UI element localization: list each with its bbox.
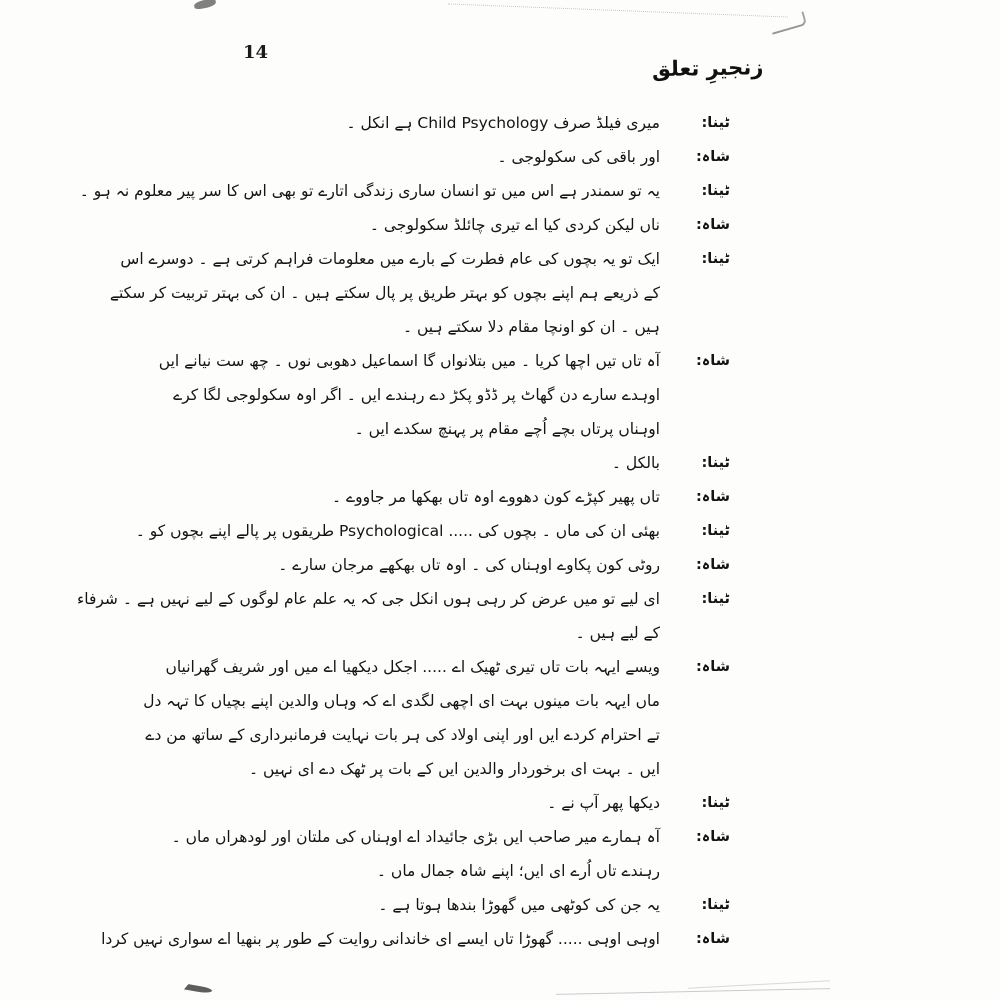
dialogue-line [190,106,730,140]
dialogue-line [190,548,730,582]
speaker-label: شاہ: [696,659,730,675]
speaker-label: ٹینا: [701,251,730,267]
line-text: ناں لیکن کردی کیا اے تیری چائلڈ سکولوجی ۔ [369,216,660,234]
line-text: ہیں ۔ ان کو اونچا مقام دلا سکتے ہیں ۔ [402,318,660,336]
speaker-label: ٹینا: [701,591,730,607]
line-text: ایک تو یہ بچوں کی عام فطرت کے بارے میں معلومات فراہم کرتی ہے ۔ دوسرے اس [120,250,660,268]
scan-artifact-bottom-line [556,988,830,995]
speaker-label: شاہ: [696,353,730,369]
speaker-label: ٹینا: [701,115,730,131]
dialogue-line [171,820,730,854]
line-text: روٹی کون پکاوے اوہناں کی ۔ اوہ تاں بھکھے مرجان سارے ۔ [278,556,660,574]
dialogue-line [165,650,730,684]
dialogue-line [190,480,730,514]
line-text: بالکل ۔ [611,454,660,472]
line-text: اوہناں پرتاں بچے اُچے مقام پر پہنچ سکدے ایں ۔ [354,420,660,438]
line-text: یہ تو سمندر ہے اس میں تو انسان ساری زندگی اتارے تو بھی اس کا سر پیر معلوم نہ ہو ۔ [79,182,660,200]
dialogue-line [190,752,730,786]
dialogue-line [101,922,730,956]
speaker-label: ٹینا: [701,455,730,471]
speaker-label: شاہ: [696,931,730,947]
line-text: آہ تاں تیں اچھا کریا ۔ میں بتلانواں گا اسماعیل دھوبی نوں ۔ چھ ست نیانے ایں [158,352,660,370]
speaker-label: ٹینا: [701,795,730,811]
dialogue-line [190,616,730,650]
scan-artifact-bottom-left [184,984,214,994]
speaker-label: شاہ: [696,557,730,573]
dialogue-line [173,378,730,412]
dialogue-line [190,208,730,242]
dialogue-line [135,514,730,548]
dialogue-block [76,106,730,956]
dialogue-line [109,276,730,310]
speaker-label: ٹینا: [701,183,730,199]
speaker-label: ٹینا: [701,523,730,539]
speaker-label: ٹینا: [701,897,730,913]
dialogue-line [79,174,730,208]
line-text: بھئی ان کی ماں ۔ بچوں کی ..... Psychological طریقوں پر پالے اپنے بچوں کو ۔ [135,522,660,540]
dialogue-line [120,242,730,276]
line-text: رہندے تاں اُرے ای ایں؛ اپنے شاہ جمال ماں ۔ [376,862,660,880]
speaker-label: شاہ: [696,149,730,165]
speaker-label: شاہ: [696,829,730,845]
dialogue-line [190,310,730,344]
book-title: زنجیرِ تعلق [651,55,764,82]
line-text: آہ ہمارے میر صاحب ایں بڑی جائیداد اے اوہناں کی ملتان اور لودھراں ماں ۔ [171,828,660,846]
scan-artifact-top-hook [769,11,807,34]
dialogue-line [76,582,730,616]
dialogue-line [145,718,730,752]
dialogue-line [190,854,730,888]
line-text: ویسے ایہہ بات تاں تیری ٹھیک اے ..... اجکل دیکھیا اے میں اور شریف گھرانیاں [165,658,660,676]
dialogue-line [143,684,730,718]
line-text: دیکھا پھر آپ نے ۔ [547,794,660,812]
line-text: کے لیے ہیں ۔ [575,624,660,642]
line-text: میری فیلڈ صرف Child Psychology ہے انکل ۔ [346,114,660,132]
line-text: اوہی اوہی ..... گھوڑا تاں ایسے ای خاندانی روایت کے طور پر بنھیا اے سواری نہیں کردا [101,930,660,948]
dialogue-line [190,888,730,922]
line-text: ماں ایہہ بات مینوں بہت ای اچھی لگدی اے کہ وہاں والدین اپنے بچیاں کا تہہ دل [143,692,660,710]
speaker-label: شاہ: [696,217,730,233]
speaker-label: شاہ: [696,489,730,505]
line-text: کے ذریعے ہم اپنے بچوں کو بہتر طریق پر پال سکتے ہیں ۔ ان کی بہتر تربیت کر سکتے [109,284,660,302]
line-text: اور باقی کی سکولوجی ۔ [497,148,660,166]
line-text: تاں پھیر کپڑے کون دھووے اوہ تاں بھکھا مر جاووے ۔ [332,488,660,506]
scan-artifact-top-line [448,3,788,17]
line-text: ایں ۔ بہت ای برخوردار والدین ایں کے بات پر ٹھک دے ای نہیں ۔ [248,760,660,778]
dialogue-line [190,786,730,820]
dialogue-line [158,344,730,378]
line-text: ای لیے تو میں عرض کر رہی ہوں انکل جی کہ یہ علم عام لوگوں کے لیے نہیں ہے ۔ شرفاء [76,590,660,608]
page-number: 14 [243,42,269,63]
line-text: تے احترام کردے ایں اور اپنی اولاد کی ہر بات نہایت فرمانبرداری کے ساتھ من دے [145,726,660,744]
dialogue-line [190,140,730,174]
dialogue-line [190,446,730,480]
scan-artifact-bottom-line-2 [688,980,830,988]
scan-artifact-top-left [193,0,216,10]
line-text: یہ جن کی کوٹھی میں گھوڑا بندھا ہوتا ہے ۔ [378,896,660,914]
line-text: اوہدے سارے دن گھاٹ پر ڈڈو پکڑ دے رہندے ایں ۔ اگر اوہ سکولوجی لگا کرے [173,386,660,404]
dialogue-line [190,412,730,446]
